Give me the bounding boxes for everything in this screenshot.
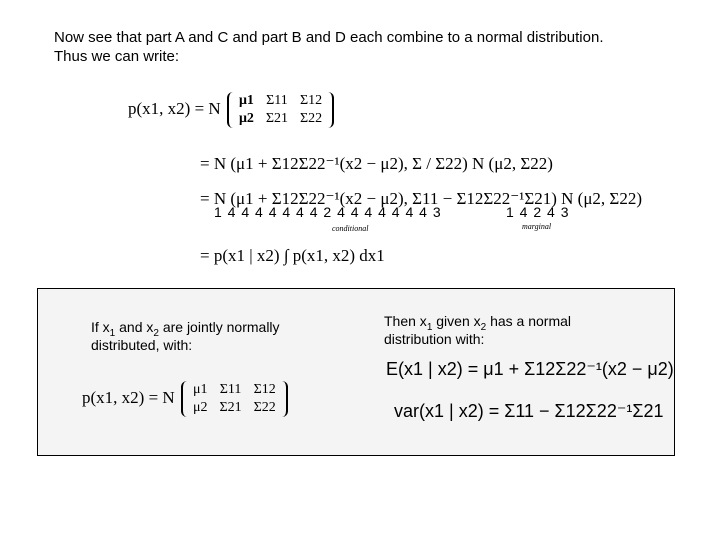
main-eq-line-3: = N (μ1 + Σ12Σ22⁻¹(x2 − μ2), Σ11 − Σ12Σ22⁻¹Σ21) N (μ2, Σ22)	[200, 189, 642, 208]
main-eq-line-4: = p(x1 | x2) ∫ p(x1, x2) dx1	[200, 246, 385, 265]
conditional-label: conditional	[332, 224, 369, 233]
matrix-sigma12: Σ12	[300, 93, 323, 108]
left-matrix-mu2: μ2	[192, 400, 208, 415]
main-eq-line-2: = N (μ1 + Σ12Σ22⁻¹(x2 − μ2), Σ / Σ22) N (μ2, Σ22)	[200, 154, 553, 173]
left-matrix-sigma12: Σ12	[253, 382, 276, 397]
main-eq-line-1	[128, 92, 336, 128]
main-eq-matrix	[227, 92, 334, 128]
main-eq-line-1-lhs: p(x1, x2) = N	[128, 98, 221, 118]
conditional-variance-equation: var(x1 | x2) = Σ11 − Σ12Σ22⁻¹Σ21	[394, 401, 664, 421]
main-equation-block	[128, 92, 642, 272]
left-joint-equation	[82, 381, 290, 417]
matrix-sigma11: Σ11	[266, 93, 288, 108]
left-matrix-sigma22: Σ22	[253, 400, 276, 415]
intro-text	[54, 28, 674, 66]
matrix-sigma21: Σ21	[265, 111, 289, 126]
matrix-mu1: μ1	[238, 93, 254, 108]
conditional-mean-equation: E(x1 | x2) = μ1 + Σ12Σ22⁻¹(x2 − μ2)	[386, 359, 674, 379]
matrix-mu2: μ2	[238, 111, 254, 126]
left-text-line-2: distributed, with:	[91, 337, 193, 353]
left-matrix-sigma21: Σ21	[219, 400, 242, 415]
conditional-underbrace: 1 4 4 4 4 4 4 4 2 4 4 4 4 4 4 4 3	[214, 204, 442, 220]
intro-line-2: Thus we can write:	[54, 48, 180, 65]
left-matrix-mu1: μ1	[192, 382, 208, 397]
right-text-line-1: Then $x_1$ given $x_2$ has a normal	[384, 313, 572, 333]
left-eq-matrix	[181, 381, 288, 417]
marginal-label: marginal	[522, 222, 552, 231]
left-matrix-sigma11: Σ11	[219, 382, 242, 397]
summary-panel	[37, 288, 675, 456]
right-text-line-2: distribution with:	[384, 331, 485, 347]
matrix-sigma22: Σ22	[300, 111, 323, 126]
left-eq-lhs: p(x1, x2) = N	[82, 387, 175, 407]
marginal-underbrace: 1 4 2 4 3	[506, 204, 570, 220]
left-text-line-1: If $x_1$ and $x_2$ are jointly normally	[91, 319, 280, 339]
intro-line-1: Now see that part A and C and part B and D each combine to a normal distribution.	[54, 29, 604, 46]
